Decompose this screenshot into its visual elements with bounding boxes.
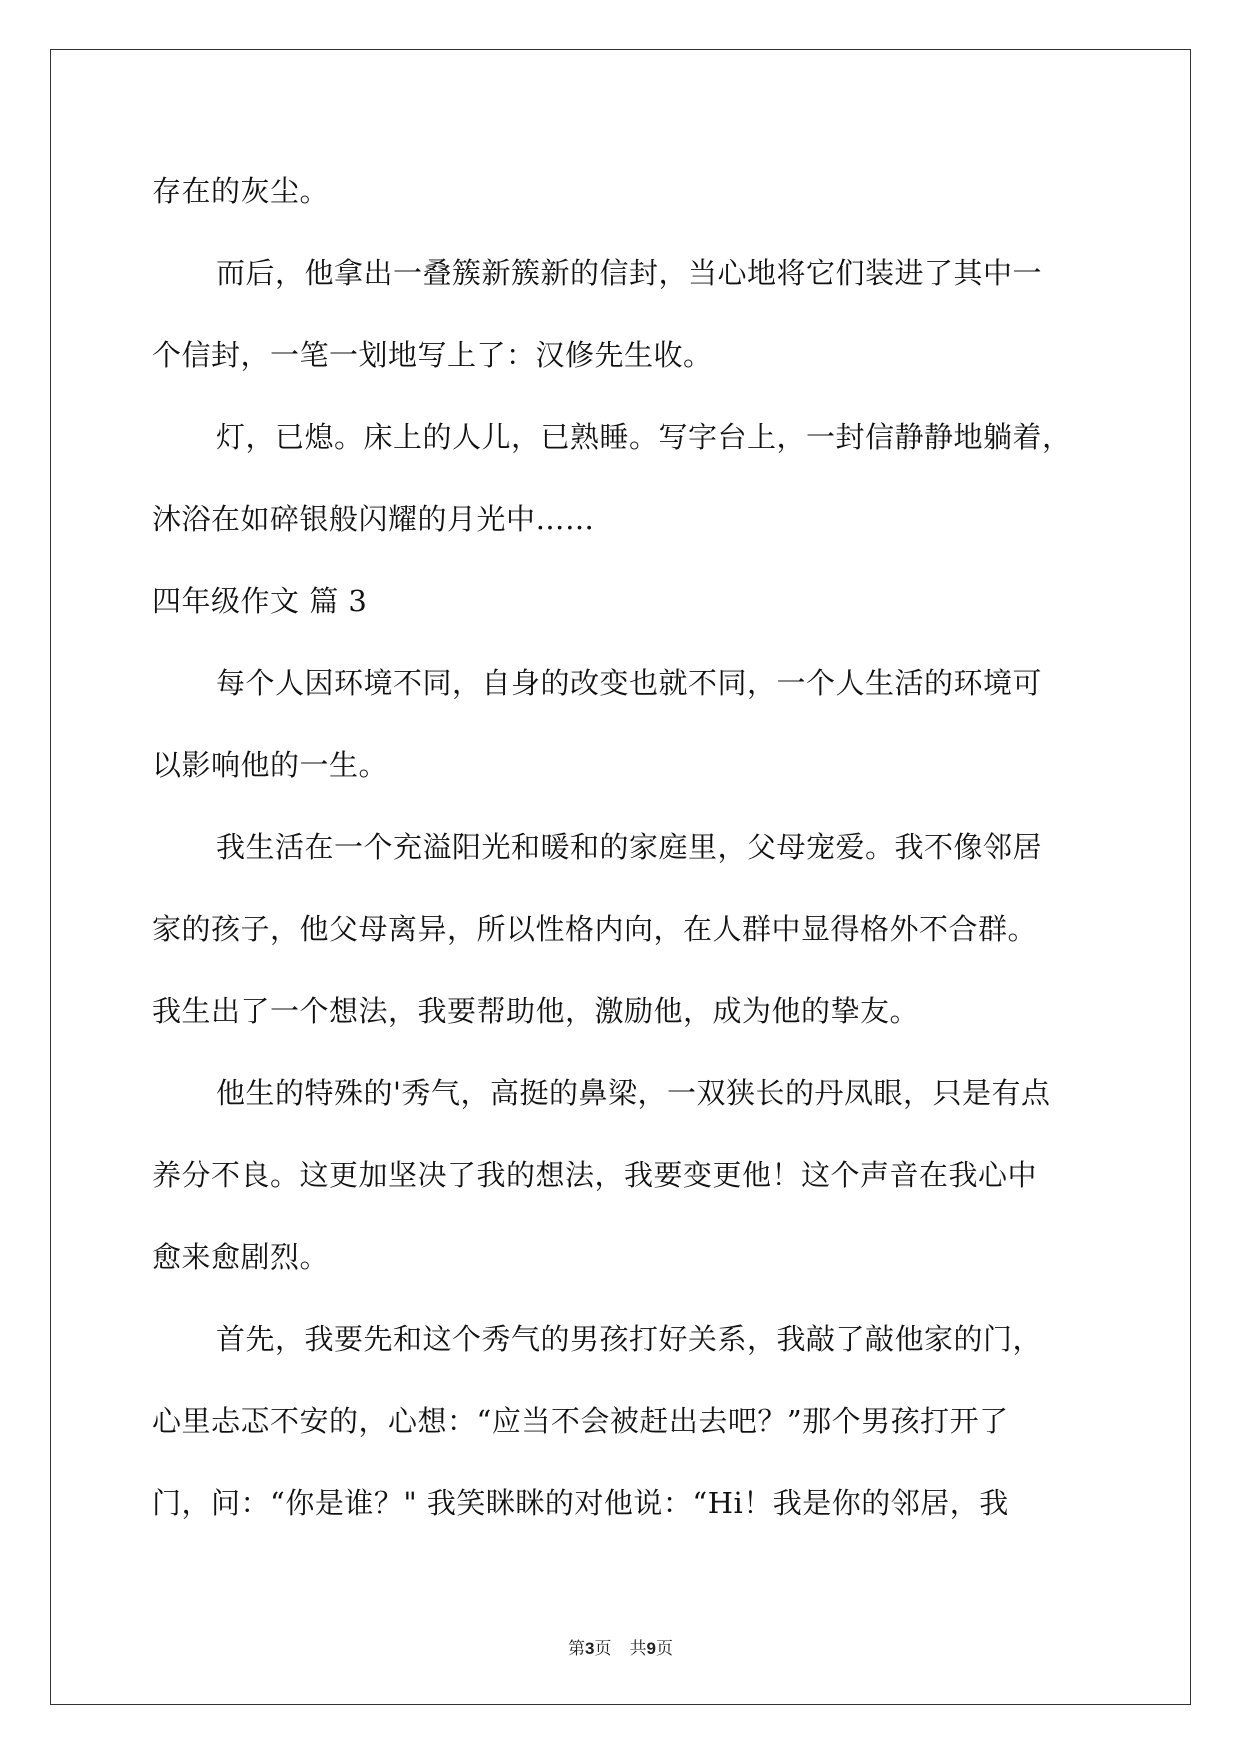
paragraph-line: 个信封，一笔一划地写上了：汉修先生收。 (152, 338, 713, 372)
paragraph-line: 愈来愈剧烈。 (152, 1240, 330, 1274)
total-suffix: 页 (655, 1639, 673, 1659)
paragraph-line: 养分不良。这更加坚决了我的想法，我要变更他！这个声音在我心中 (152, 1158, 1038, 1192)
paragraph-line: 每个人因环境不同，自身的改变也就不同，一个人生活的环境可 (216, 666, 1043, 700)
paragraph-line: 心里忐忑不安的，心想：“应当不会被赶出去吧？”那个男孩打开了 (152, 1404, 1009, 1438)
page-current-number: 3 (585, 1639, 595, 1658)
total-prefix: 共 (629, 1639, 647, 1659)
paragraph-line: 他生的特殊的'秀气，高挺的鼻梁，一双狭长的丹凤眼，只是有点 (216, 1076, 1051, 1110)
document-body (152, 150, 1092, 1544)
paragraph-line: 灯，已熄。床上的人儿，已熟睡。写字台上，一封信静静地躺着， (216, 420, 1072, 454)
paragraph-line: 首先，我要先和这个秀气的男孩打好关系，我敲了敲他家的门， (216, 1322, 1043, 1356)
paragraph-line: 以影响他的一生。 (152, 748, 389, 782)
paragraph-line: 而后，他拿出一叠簇新簇新的信封，当心地将它们装进了其中一 (216, 256, 1043, 290)
paragraph-line: 我生活在一个充溢阳光和暖和的家庭里，父母宠爱。我不像邻居 (216, 830, 1043, 864)
paragraph-line: 家的孩子，他父母离异，所以性格内向，在人群中显得格外不合群。 (152, 912, 1038, 946)
page-prefix: 第 (568, 1639, 586, 1659)
paragraph-line: 门，问：“你是谁？" 我笑眯眯的对他说：“Hi！我是你的邻居，我 (152, 1486, 1009, 1520)
page-total-number: 9 (646, 1639, 656, 1658)
paragraph-line: 沐浴在如碎银般闪耀的月光中…… (152, 502, 595, 536)
paragraph-line: 存在的灰尘。 (152, 174, 330, 208)
section-heading: 四年级作文 篇 3 (152, 584, 368, 618)
page-footer (0, 1634, 1241, 1659)
page-suffix: 页 (594, 1639, 612, 1659)
paragraph-line: 我生出了一个想法，我要帮助他，激励他，成为他的挚友。 (152, 994, 920, 1028)
